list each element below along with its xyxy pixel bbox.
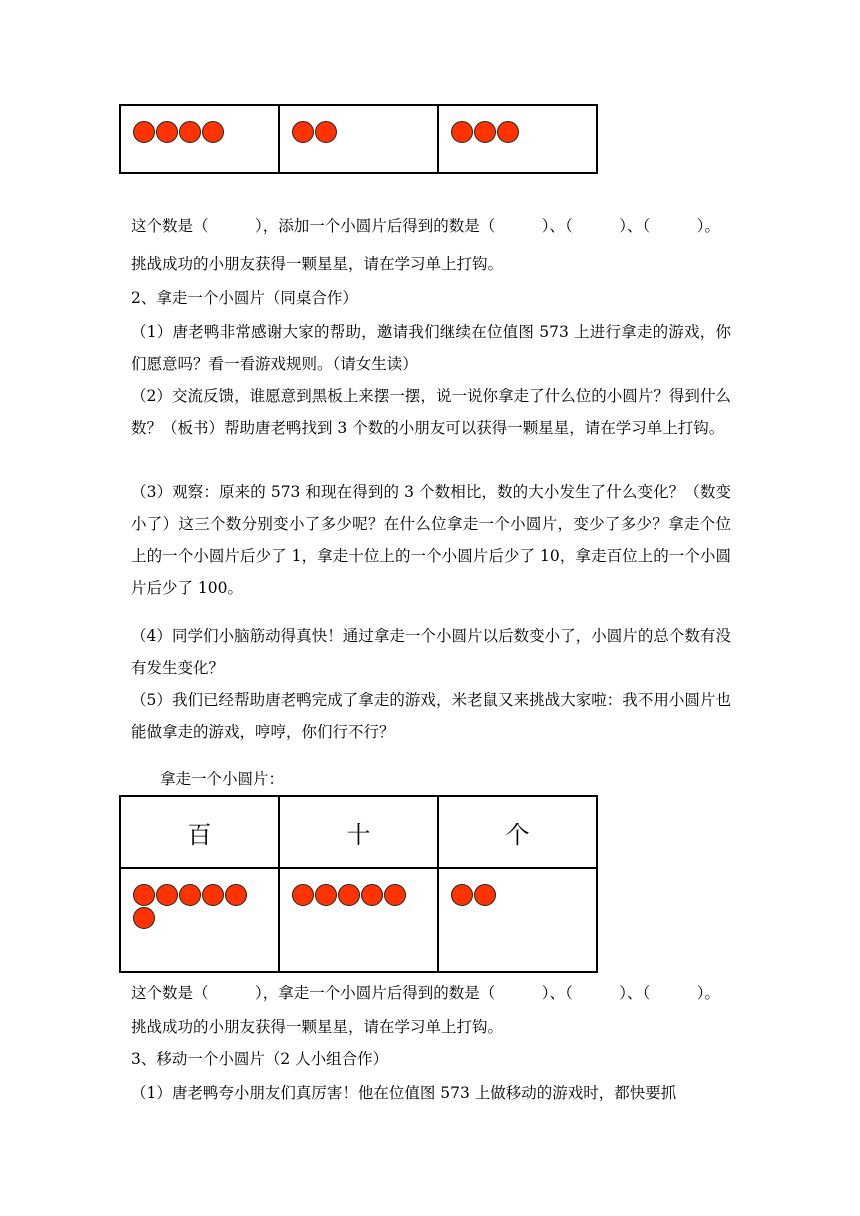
- star-instruction-2: 挑战成功的小朋友获得一颗星星，请在学习单上打钩。: [131, 1018, 504, 1036]
- cell-hundreds: [120, 868, 279, 972]
- header-tens: 十: [279, 796, 438, 868]
- cell-tens: [279, 105, 438, 173]
- cell-ones: [438, 868, 597, 972]
- section2-paragraph-4: （4）同学们小脑筋动得真快！通过拿走一个小圆片以后数变小了，小圆片的总个数有没有发生变化？: [131, 627, 731, 677]
- counter-dot: [384, 884, 406, 906]
- cell-tens: [279, 868, 438, 972]
- cell-ones: [438, 105, 597, 173]
- counter-dot: [338, 884, 360, 906]
- header-hundreds: 百: [120, 796, 279, 868]
- counter-dot: [315, 121, 337, 143]
- section2-paragraph-1: （1）唐老鸭非常感谢大家的帮助，邀请我们继续在位值图 573 上进行拿走的游戏，你们愿意吗？看一看游戏规则。（请女生读）: [131, 323, 731, 373]
- section3-heading: 3、移动一个小圆片（2 人小组合作）: [131, 1050, 389, 1068]
- section3-paragraph-1: （1）唐老鸭夸小朋友们真厉害！他在位值图 573 上做移动的游戏时，都快要抓: [131, 1084, 677, 1102]
- counter-dot: [133, 884, 155, 906]
- counter-dot: [451, 884, 473, 906]
- section2-paragraph-3: （3）观察：原来的 573 和现在得到的 3 个数相比，数的大小发生了什么变化？（数变小了）这三个数分别变小了多少呢？在什么位拿走一个小圆片，变少了多少？拿走个位上的一个小圆片后少了 1，拿走十位上的一个小圆片后少了 10，拿走百位上的一个小圆片后少了 100。: [131, 483, 731, 597]
- counter-dot: [202, 884, 224, 906]
- counter-dot: [133, 907, 155, 929]
- counter-dot: [156, 121, 178, 143]
- section2-paragraph-2: （2）交流反馈，谁愿意到黑板上来摆一摆，说一说你拿走了什么位的小圆片？得到什么数？（板书）帮助唐老鸭找到 3 个数的小朋友可以获得一颗星星，请在学习单上打钩。: [131, 387, 731, 437]
- header-ones: 个: [438, 796, 597, 868]
- counter-dot: [315, 884, 337, 906]
- number-question-add: 这个数是（ ），添加一个小圆片后得到的数是（ ）、（ ）、（ ）。: [131, 217, 721, 235]
- counter-dot: [292, 121, 314, 143]
- counter-dot: [133, 121, 155, 143]
- table-caption-take: 拿走一个小圆片：: [160, 770, 285, 788]
- counter-dot: [292, 884, 314, 906]
- star-instruction-1: 挑战成功的小朋友获得一颗星星，请在学习单上打钩。: [131, 255, 504, 273]
- counter-dot: [497, 121, 519, 143]
- cell-hundreds: [120, 105, 279, 173]
- counter-dot: [451, 121, 473, 143]
- counter-dot: [474, 121, 496, 143]
- section2-paragraph-5: （5）我们已经帮助唐老鸭完成了拿走的游戏，米老鼠又来挑战大家啦：我不用小圆片也能做拿走的游戏，哼哼，你们行不行？: [131, 691, 731, 741]
- counter-dot: [361, 884, 383, 906]
- counter-dot: [225, 884, 247, 906]
- counter-dot: [156, 884, 178, 906]
- counter-dot: [474, 884, 496, 906]
- number-question-take: 这个数是（ ），拿走一个小圆片后得到的数是（ ）、（ ）、（ ）。: [131, 984, 721, 1002]
- counter-dot: [179, 884, 201, 906]
- place-value-table-take: [119, 795, 598, 973]
- counter-dot: [202, 121, 224, 143]
- section2-heading: 2、拿走一个小圆片（同桌合作）: [131, 289, 358, 307]
- counter-dot: [179, 121, 201, 143]
- place-value-table-add: [119, 104, 598, 174]
